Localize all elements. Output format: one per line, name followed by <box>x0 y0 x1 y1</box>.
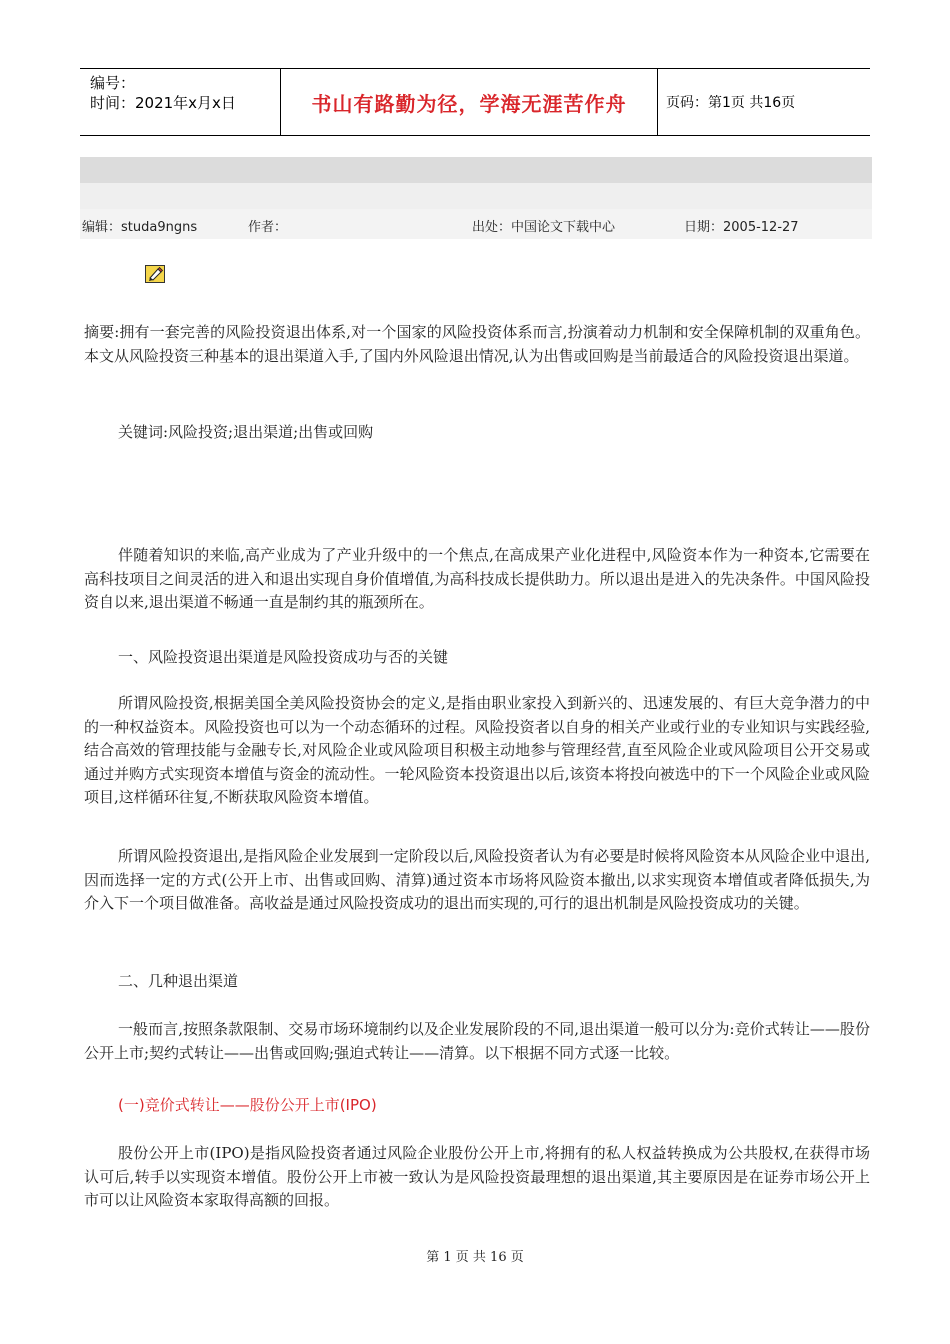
exit-definition-paragraph: 所谓风险投资退出,是指风险企业发展到一定阶段以后,风险投资者认为有必要是时候将风险资本从风险企业中退出,因而选择一定的方式(公开上市、出售或回购、清算)通过资本市场将风险资本撤出,以求实现资本增值或者降低损失,为介入下一个项目做准备。高收益是通过风险投资成功的退出而实现的,可行的退出机制是风险投资成功的关键。 <box>84 847 870 912</box>
section-heading-2: 二、几种退出渠道 <box>118 972 239 990</box>
abstract-paragraph: 摘要:拥有一套完善的风险投资退出体系,对一个国家的风险投资体系而言,扮演着动力机制和安全保障机制的双重角色。本文从风险投资三种基本的退出渠道入手,了国内外风险退出情况,认为出售或回购是当前最适合的风险投资退出渠道。 <box>84 323 870 365</box>
meta-editor: 编辑：studa9ngns <box>82 220 198 235</box>
subsection-heading-ipo: (一)竞价式转让——股份公开上市(IPO) <box>118 1096 377 1114</box>
page-footer: 第 1 页 共 16 页 <box>426 1250 524 1265</box>
motto: 书山有路勤为径，学海无涯苦作舟 <box>280 69 658 135</box>
meta-author: 作者： <box>248 220 288 235</box>
channels-paragraph: 一般而言,按照条款限制、交易市场环境制约以及企业发展阶段的不同,退出渠道一般可以分为:竞价式转让——股份公开上市;契约式转让——出售或回购;强迫式转让——清算。以下根据不同方式逐一比较。 <box>84 1020 870 1062</box>
definition-paragraph: 所谓风险投资,根据美国全美风险投资协会的定义,是指由职业家投入到新兴的、迅速发展的、有巨大竞争潜力的中的一种权益资本。风险投资也可以为一个动态循环的过程。风险投资者以自身的相关产业或行业的专业知识与实践经验,结合高效的管理技能与金融专长,对风险企业或风险项目积极主动地参与管理经营,直至风险企业或风险项目公开交易或通过并购方式实现资本增值与资金的流动性。一轮风险资本投资退出以后,该资本将投向被选中的下一个风险企业或风险项目,这样循环往复,不断获取风险资本增值。 <box>84 694 870 806</box>
gray-band-top <box>80 157 872 183</box>
header-table <box>80 68 870 136</box>
time-label: 时间：2021年x月x日 <box>90 94 236 112</box>
intro-paragraph: 伴随着知识的来临,高产业成为了产业升级中的一个焦点,在高成果产业化进程中,风险资本作为一种资本,它需要在高科技项目之间灵活的进入和退出实现自身价值增值,为高科技成长提供助力。所以退出是进入的先决条件。中国风险投资自以来,退出渠道不畅通一直是制约其的瓶颈所在。 <box>84 546 870 611</box>
keywords-paragraph: 关键词:风险投资;退出渠道;出售或回购 <box>118 423 374 441</box>
edit-pencil-icon[interactable] <box>145 265 165 283</box>
meta-source: 出处：中国论文下载中心 <box>472 220 616 235</box>
meta-row <box>80 209 872 239</box>
number-label: 编号： <box>90 74 136 92</box>
gray-band-middle <box>80 183 872 209</box>
section-heading-1: 一、风险投资退出渠道是风险投资成功与否的关键 <box>118 648 449 666</box>
header-left-cell <box>80 69 280 135</box>
meta-date: 日期：2005-12-27 <box>684 220 799 235</box>
ipo-paragraph: 股份公开上市(IPO)是指风险投资者通过风险企业股份公开上市,将拥有的私人权益转换成为公共股权,在获得市场认可后,转手以实现资本增值。股份公开上市被一致认为是风险投资最理想的退出渠道,其主要原因是在证券市场公开上市可以让风险资本家取得高额的回报。 <box>84 1144 870 1209</box>
page-code: 页码：第1页 共16页 <box>666 95 796 111</box>
